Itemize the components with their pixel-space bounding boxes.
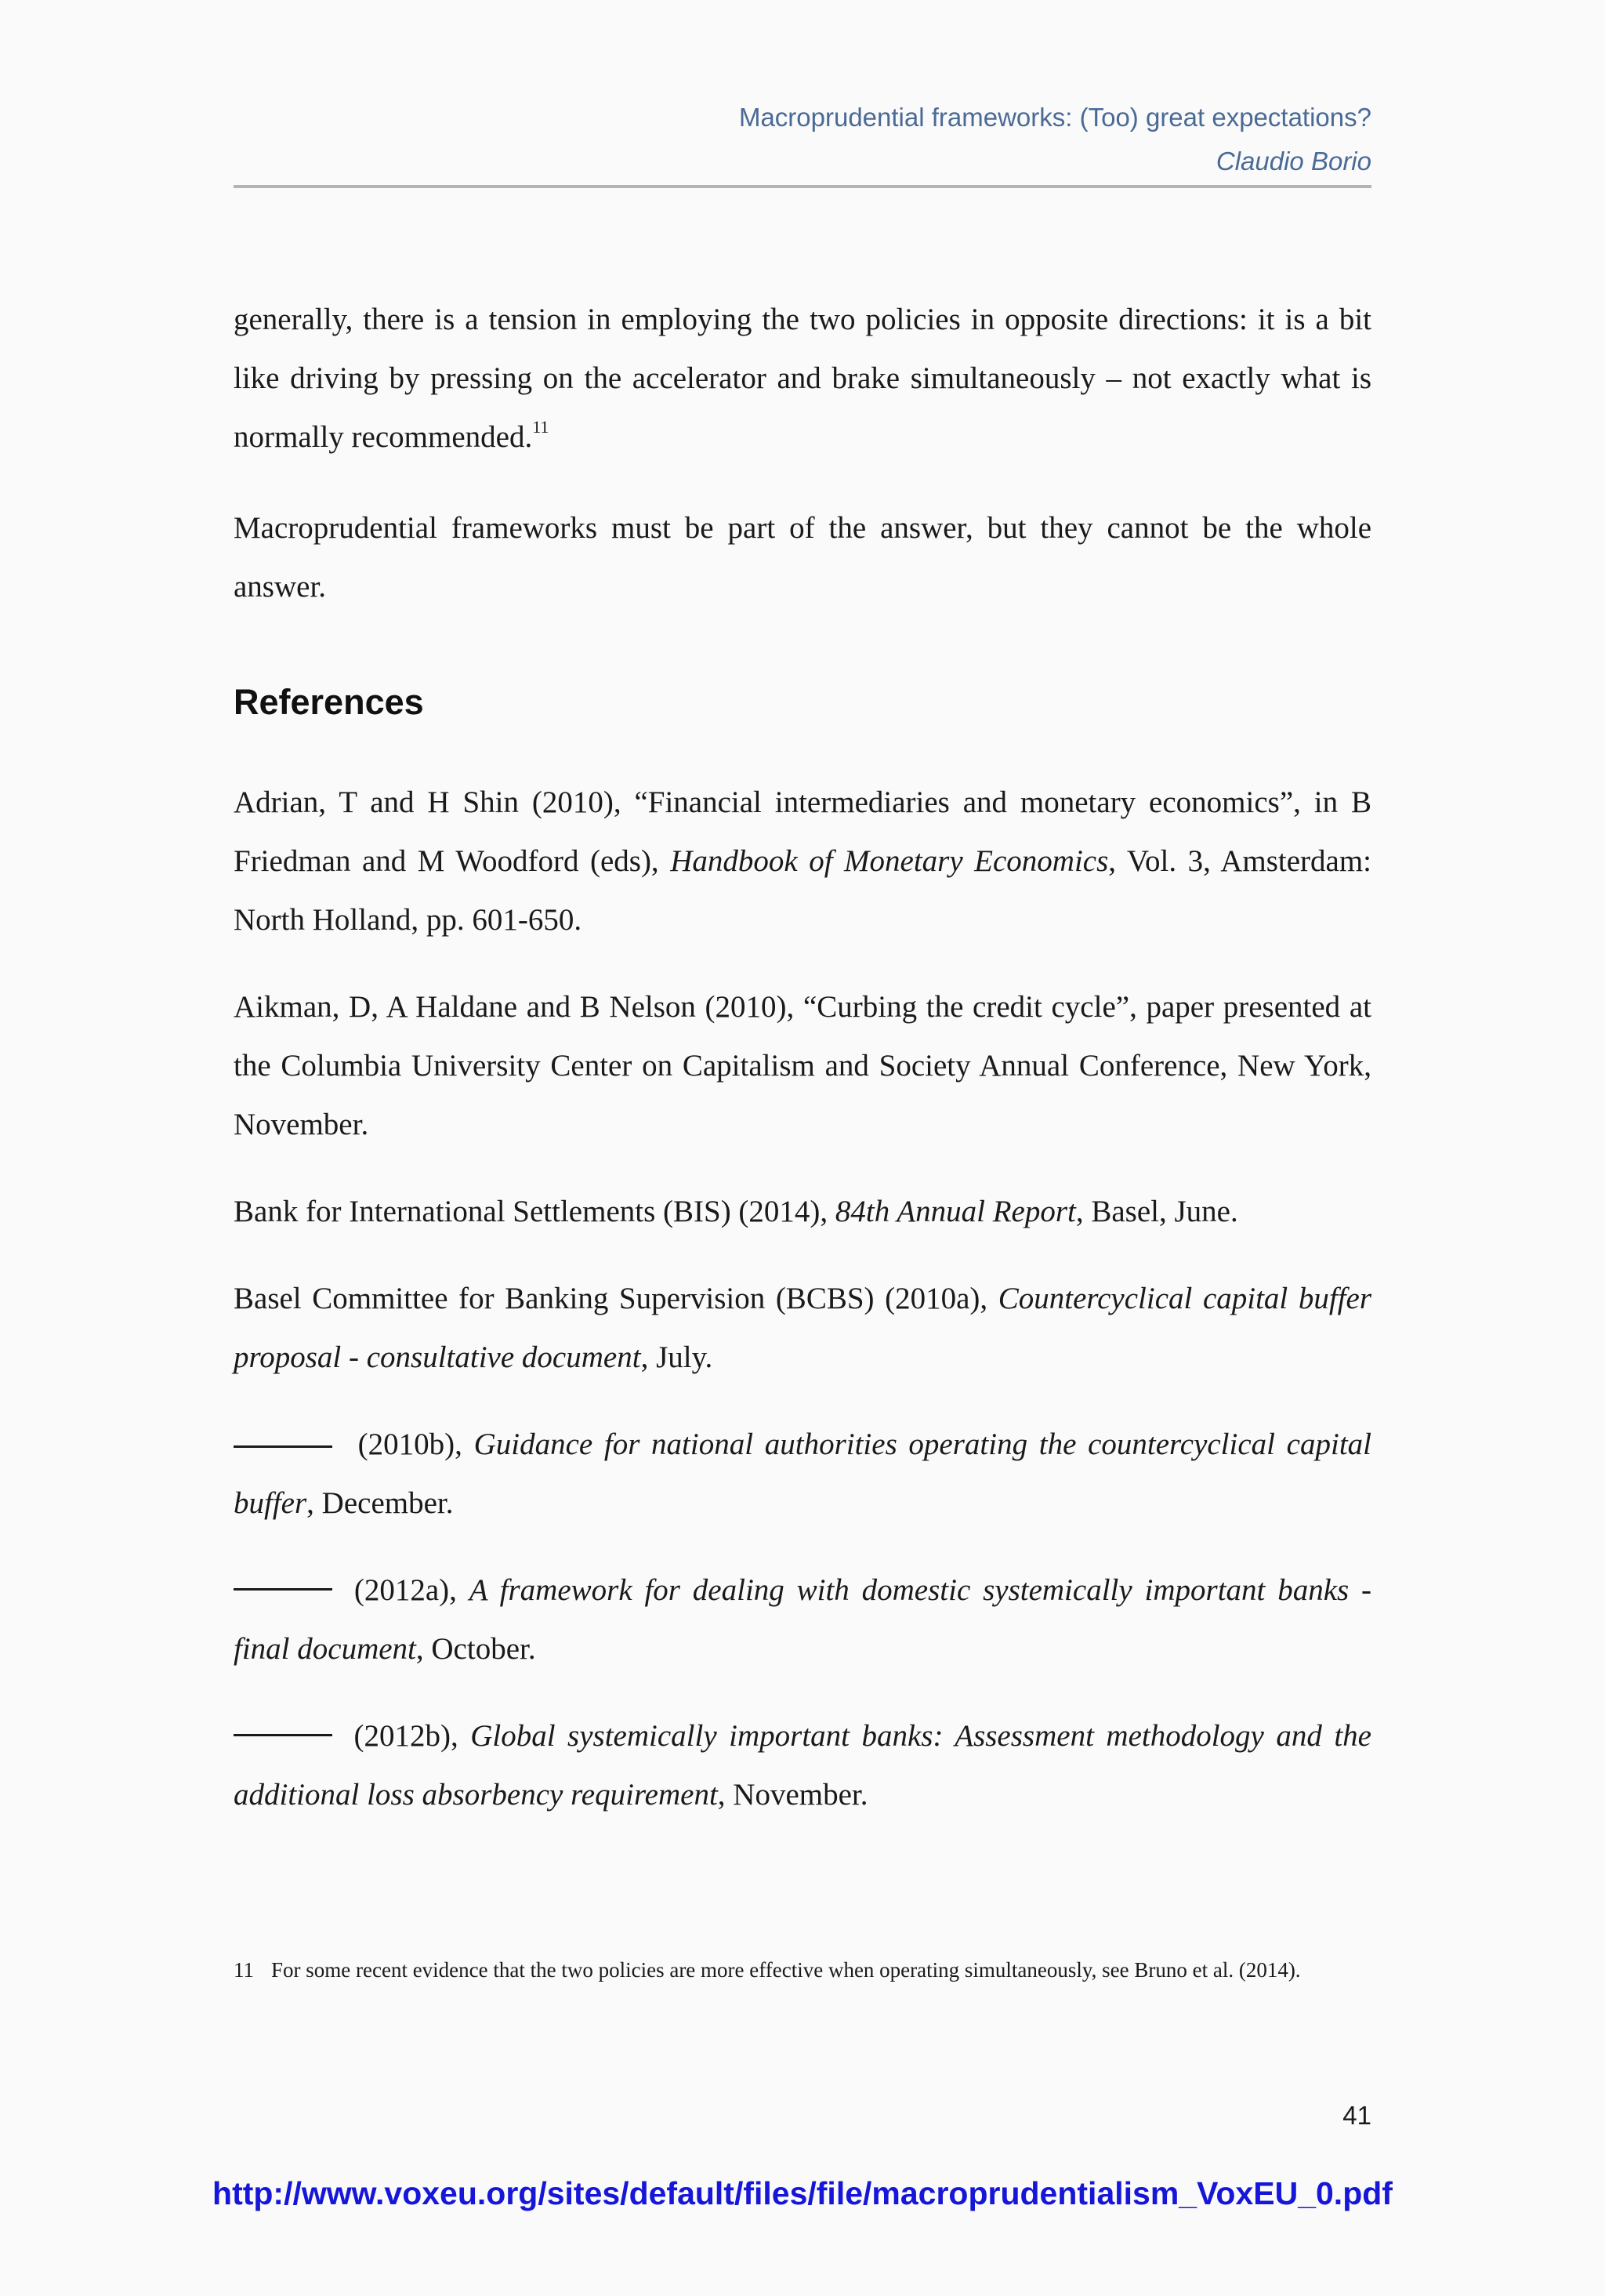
source-url-link[interactable]: http://www.voxeu.org/sites/default/files/file/macroprudentialism_VoxEU_0.pdf: [212, 2175, 1393, 2211]
paragraph-2: Macroprudential frameworks must be part of the answer, but they cannot be the whole answer.: [234, 511, 1371, 604]
running-header: [234, 96, 1371, 183]
ref-bcbs-2012a-title: A framework for dealing with domestic systemically important banks - final document: [234, 1573, 1371, 1666]
ref-bcbs-2010b-post: , December.: [306, 1486, 454, 1520]
paragraph-1: [234, 290, 1371, 470]
ref-adrian-title: Handbook of Monetary Economics: [670, 844, 1109, 878]
ditto-dash: [234, 1734, 332, 1736]
ditto-dash: [234, 1588, 332, 1591]
ref-adrian-post: , Vol. 3, Amsterdam: North Holland, pp. 601-650.: [234, 844, 1371, 937]
ref-bcbs-2012b-title: Global systemically important banks: Assessment methodology and the additional loss absorbency requirement: [234, 1719, 1371, 1812]
ref-adrian-pre: Adrian, T and H Shin (2010), “Financial intermediaries and monetary economics”, in B Friedman and M Woodford (eds),: [234, 785, 1371, 878]
header-title: Macroprudential frameworks: (Too) great expectations?: [738, 103, 1371, 132]
ref-bis-title: 84th Annual Report: [835, 1195, 1076, 1228]
ref-bis-post: , Basel, June.: [1075, 1195, 1238, 1228]
reference-bcbs-2012a: [234, 1561, 1371, 1678]
footnote-number: 11: [234, 1958, 254, 1982]
ref-bcbs-2012b-post: , November.: [717, 1778, 868, 1812]
ref-bcbs-2010a-pre: Basel Committee for Banking Supervision (BCBS) (2010a),: [234, 1282, 998, 1315]
header-author: Claudio Borio: [1216, 147, 1371, 176]
reference-adrian: [234, 773, 1371, 949]
ref-bcbs-2010a-title: Countercyclical capital buffer proposal - consultative document: [234, 1282, 1372, 1374]
header-rule: [234, 185, 1371, 188]
reference-aikman: Aikman, D, A Haldane and B Nelson (2010), “Curbing the credit cycle”, paper presented at the Columbia University Center on Capitalism and Society Annual Conference, New York, November.: [234, 990, 1371, 1141]
footnote-text: For some recent evidence that the two policies are more effective when operating simultaneously, see Bruno et al. (2014).: [271, 1958, 1301, 1982]
reference-bcbs-2010a: [234, 1269, 1371, 1387]
ref-bis-pre: Bank for International Settlements (BIS) (2014),: [234, 1195, 835, 1228]
page-body: [234, 290, 1371, 1852]
ref-bcbs-2010b-pre: (2010b),: [346, 1427, 474, 1461]
ref-bcbs-2012a-post: , October.: [415, 1632, 536, 1666]
page-number: 41: [1342, 2101, 1371, 2130]
ref-bcbs-2010b-title: Guidance for national authorities operating the countercyclical capital buffer: [234, 1427, 1371, 1520]
reference-bcbs-2012b: [234, 1707, 1371, 1824]
reference-bcbs-2010b: [234, 1415, 1371, 1532]
paragraph-1-text: generally, there is a tension in employing the two policies in opposite directions: it is a bit like driving by pressing on the accelerator and brake simultaneously – not exactly what is normally recommended.: [234, 303, 1371, 454]
references-heading: References: [234, 682, 424, 722]
reference-bis: [234, 1182, 1371, 1241]
ref-bcbs-2012a-pre: (2012a),: [342, 1573, 469, 1607]
footnote: [234, 1950, 1371, 1990]
ref-bcbs-2010a-post: , July.: [640, 1340, 713, 1374]
ref-bcbs-2012b-pre: (2012b),: [342, 1719, 471, 1753]
ditto-underline: [234, 1445, 332, 1448]
footnote-marker[interactable]: 11: [532, 417, 549, 437]
